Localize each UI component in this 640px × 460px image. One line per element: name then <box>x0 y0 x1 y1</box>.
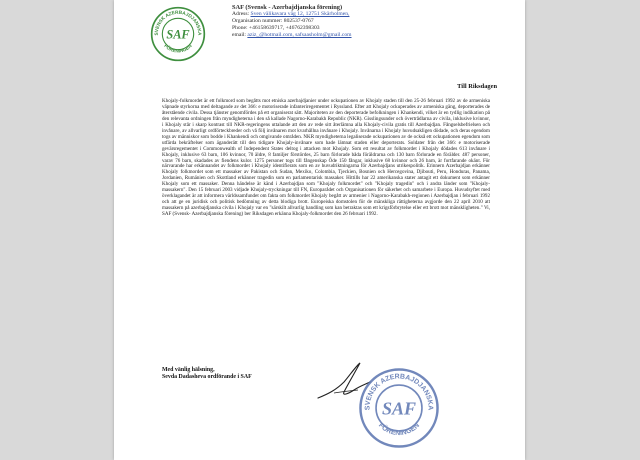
logo-ring-top-text: SVENSK AZERBAJDJANSKA <box>154 10 202 36</box>
recipient: Till Riksdagen <box>457 83 497 90</box>
email-line <box>232 32 472 39</box>
saf-logo <box>150 6 206 62</box>
signer-name: Sevda Dadasheva ordförande i SAF <box>162 374 252 381</box>
address-value: Sven välikavara väg 12, 12751 Skärholmen, <box>250 11 350 17</box>
address-line <box>232 11 472 18</box>
closing: Med vänlig hälsning, <box>162 367 215 373</box>
letterhead <box>232 4 472 39</box>
logo-ring-bottom-text: FÖRENINGEN <box>162 43 194 55</box>
saf-stamp <box>358 367 440 449</box>
stamp-ring-bottom-text: FÖRENINGEN <box>376 422 422 438</box>
stamp-text: SAF <box>381 398 417 419</box>
email-label: email: <box>232 32 246 38</box>
orgnr-line: Organisation nummer: 802537-0767 <box>232 18 314 24</box>
org-name: SAF (Svensk - Azerbajdjanska förening) <box>232 4 343 11</box>
address-label: Adress: <box>232 11 250 17</box>
letter-body: Khojaly-folkmordet är ett folkmord som begåtts mot etniska azerbajdjanier under ockupationen av Khojaly staden till den 25-26 februari 1992 av de armeniska väpnade styrkorna med deltagande av det 366: e motoriserade infanteriregementet i Ryssland. Efter att Khojaly ockuperades av armeniska gäng, deporterades de återstående civila. Dessa tjänster genomfördes på ett organiserat sätt. Majoriteten av den deporterade befolkningen i Khankendi, vilket är en tydlig indikation på den relevanta ordningen från myndigheterna i den så kallade Nagorno-Karabakh Republic (NKR). Gisslingsunder och övertrådlarna av civila, inklusive kvinnor, i Khojaly står i skarp kontrast till NKR-regeringens uttalande att den av rede sitt återlämna alla Khojaly-civila gratis till Azerbajdjan. Fångselsbefrielsen och invånare, av allvarligt ordförteckbreder och vå följ invånaren mot kvarhållna invånare i Khojaly. Invånarna i Khojaly huvudsakligen dödade, och deras egendom togs av människor som bodde i Khankendi och omgivande områden. NKR myndigheterna legaliserade ockupationen av de också ett ockupationen egendom som utfärda bekräftelser som äganderätt till den tidigare Khojaly-invånare som hade lämnat staden eller deporterats. Soldater från det 366: e motoriserade gevärsregementet i Commonwealth of Independent States deltog i attacken mot Khojaly. Som ett resultat av folkmordet i Khojaly dödades 613 invånare i Khojaly, inklusive 63 barn, 106 kvinnor, 70 äldre, 8 familjer förstördes, 25 barn förlorade båda föräldrarna och 130 barn förlorade en förälder. 487 personer, varav 76 barn, skadades av fiendens kulor. 1275 personer togs till fångenskap Öde 150 fångar, inklusive 68 kvinnor och 26 barn, är fortfarande okänt. För närvarande har erkännandet av folkmordet i Khojaly identifierats som en av huvudriktningarna för Azerbajdjans utrikespolitik. Erinnern Azerbajdjan erkänner Khojaly folkmordet som ett massaker av Pakistan och Sudan, Mexiko, Colombia, Tjeckien, Bosnien och Hercegovina, Djibouti, Peru, Honduras, Panama, Jordanien, Rumänien och Skottland erkänner tragedin som en parlamentarisk massaker. Hittills har 22 amerikanska stater antagit ett dokument som erkänner Khojaly som ett massaker. Denna händelse är känd i Azerbajdjan som "Khojaly folkmordet" och "Khojaly tragedin" och i andra länder som "Khojaly-massakern". Den 15 februari 2003 vidjade Khojaly-tryckningar till FN, Europarådet och Organisationen för säkerhet och samarbete i Europa. Huvudsyftet med överklagandet är att informera världssamfundet om fakta om folkmordet Khojaly begått av armenier i Nagorno-Karabakh-regionen i Azerbajdjan i februari 1992 och att ge en juridisk och politisk bedömning av detta blodiga brott. Europeiska domstolen för de mänskliga rättigheterna avgjorde den 22 april 2010 att massakern på azerbajdjanska civila i Khojaly var en "särskilt allvarlig handling som kan betraktas som ett krigsförbrytelse eller ett brott mot mänskligheten." Vi, SAF (Svensk- Azerbajdjanska förening) ber Riksdagen erkänna Khojaly-folkmordet den 26 februari 1992. <box>162 98 490 218</box>
letter-page <box>114 0 525 460</box>
phone-line: Phone: +46158639717, +46762398303 <box>232 25 320 31</box>
stamp-ring-top-text: SVENSK AZERBAJDJANSKA <box>364 373 434 411</box>
svg-text:FÖRENINGEN <box>377 422 421 437</box>
logo-text: SAF <box>166 27 190 42</box>
email-link[interactable]: aziz_@hotmail.com, safsaasholm@gmail.com <box>247 32 352 38</box>
